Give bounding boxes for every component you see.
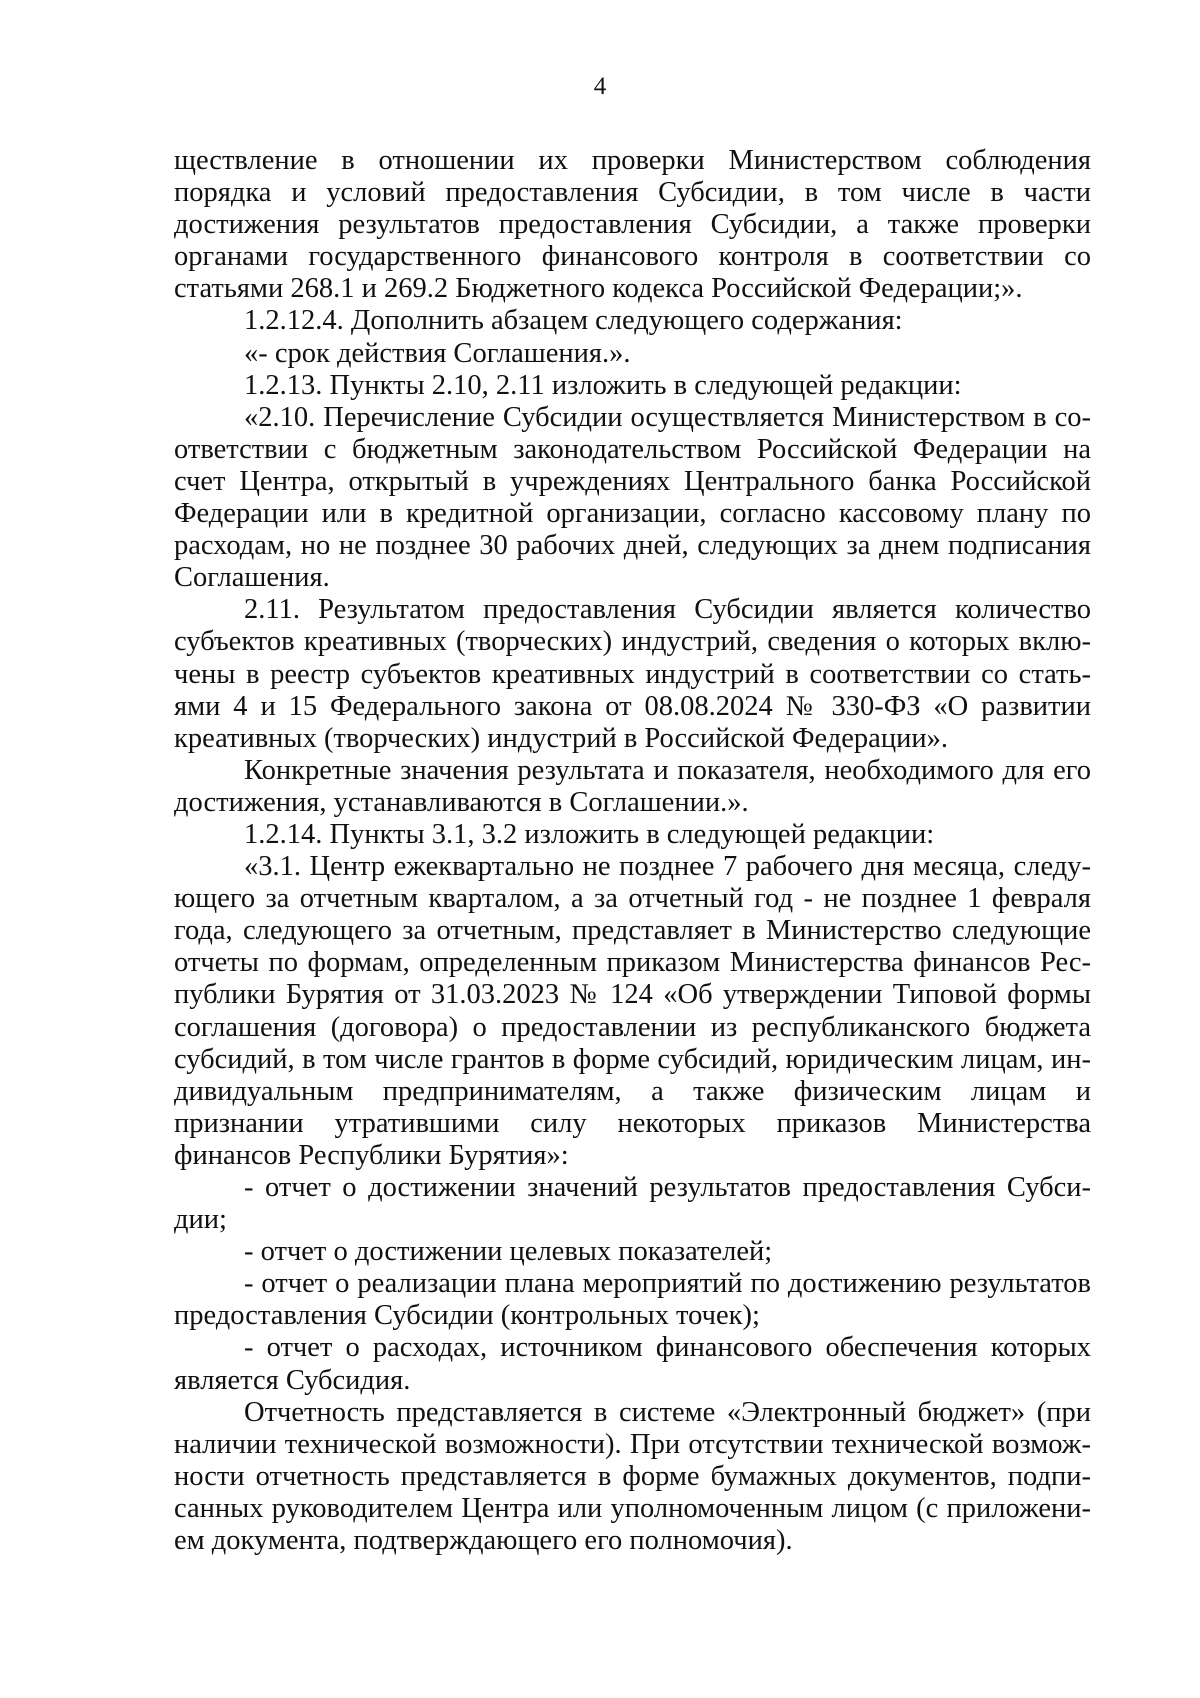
paragraph: Конкретные значения результата и показателя, необходимого для его достижения, устанавливаются в Соглашении.». — [174, 754, 1091, 818]
document-body — [174, 145, 1091, 1557]
paragraph: 1.2.12.4. Дополнить абзацем следующего содержания: — [244, 305, 903, 337]
paragraph: «3.1. Центр ежеквартально не позднее 7 рабочего дня месяца, следующего за отчетным кварталом, а за отчетный год - не позднее 1 февраля года, следующего за отчетным, представляет в Министерство следующие отчеты по формам, определенным приказом Министерства финансов Республики Бурятия от 31.03.2023 № 124 «Об утверждении Типовой формы соглашения (договора) о предоставлении из республиканского бюджета субсидий, в том числе грантов в форме субсидий, юридическим лицам, индивидуальным предпринимателям, а также физическим лицам и признании утратившими силу некоторых приказов Министерства финансов Республики Бурятия»: — [174, 851, 1091, 1171]
paragraph: 1.2.13. Пункты 2.10, 2.11 изложить в следующей редакции: — [244, 369, 962, 401]
page-number: 4 — [593, 73, 607, 100]
paragraph: Отчетность представляется в системе «Электронный бюджет» (при наличии технической возможности). При отсутствии технической возможности отчетность представляется в форме бумажных документов, подписанных руководителем Центра или уполномоченным лицом (с приложением документа, подтверждающего его полномочия). — [174, 1396, 1091, 1557]
paragraph: 1.2.14. Пункты 3.1, 3.2 изложить в следующей редакции: — [244, 818, 935, 850]
paragraph: - отчет о реализации плана мероприятий по достижению результатов предоставления Субсидии (контрольных точек); — [174, 1268, 1091, 1332]
paragraph: - отчет о расходах, источником финансового обеспечения которых является Субсидия. — [174, 1332, 1091, 1396]
paragraph: «2.10. Перечисление Субсидии осуществляется Министерством в соответствии с бюджетным законодательством Российской Федерации на счет Центра, открытый в учреждениях Центрального банка Российской Федерации или в кредитной организации, согласно кассовому плану по расходам, но не позднее 30 рабочих дней, следующих за днем подписания Соглашения. — [174, 401, 1091, 594]
paragraph: ществление в отношении их проверки Министерством соблюдения порядка и условий предоставления Субсидии, в том числе в части достижения результатов предоставления Субсидии, а также проверки органами государственного финансового контроля в соответствии со статьями 268.1 и 269.2 Бюджетного кодекса Российской Федерации;». — [174, 145, 1091, 305]
paragraph: - отчет о достижении значений результатов предоставления Субсидии; — [174, 1172, 1091, 1236]
paragraph: 2.11. Результатом предоставления Субсидии является количество субъектов креативных (творческих) индустрий, сведения о которых включены в реестр субъектов креативных индустрий в соответствии со статьями 4 и 15 Федерального закона от 08.08.2024 № 330-ФЗ «О развитии креативных (творческих) индустрий в Российской Федерации». — [174, 594, 1091, 754]
paragraph: - отчет о достижении целевых показателей; — [244, 1236, 773, 1268]
paragraph: «- срок действия Соглашения.». — [244, 337, 631, 369]
